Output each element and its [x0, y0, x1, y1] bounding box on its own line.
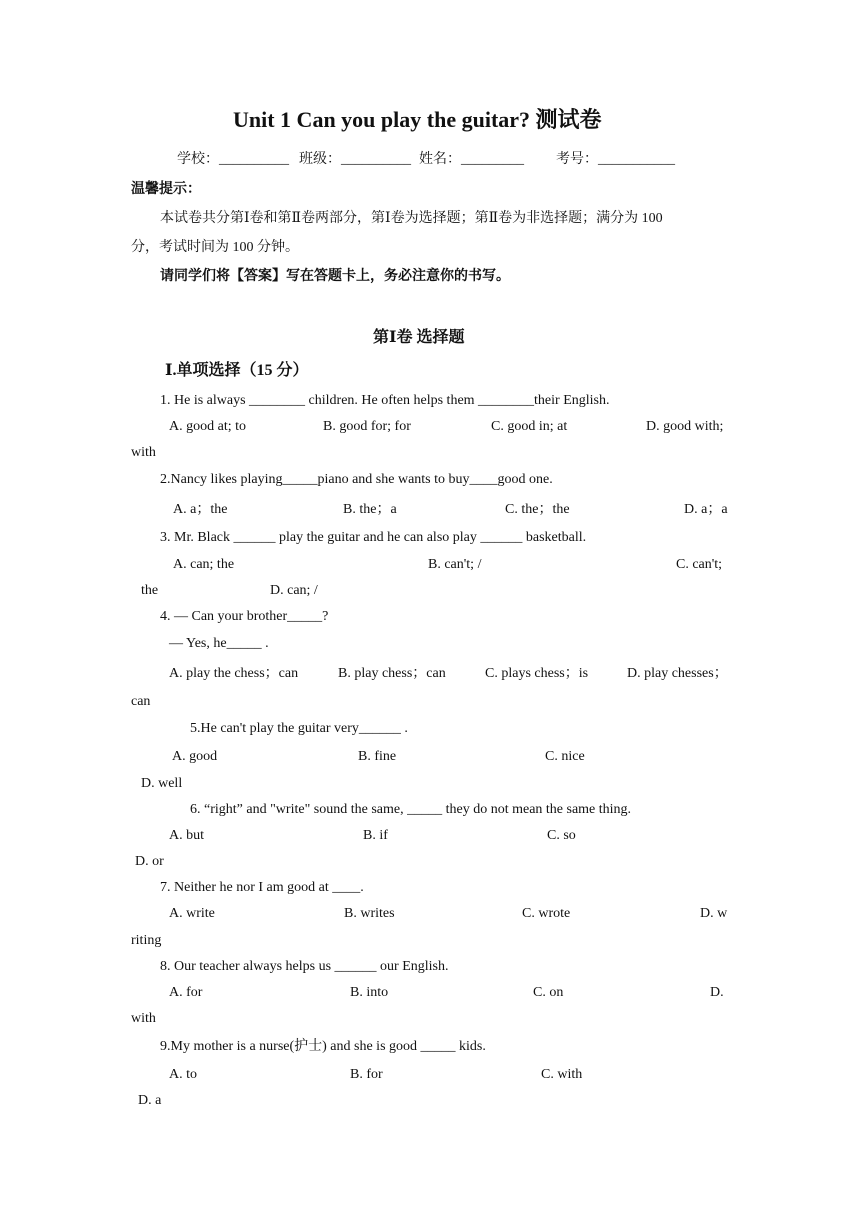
question-7-option-c: C. wrote	[522, 906, 571, 921]
question-4-option-b: B. play chess；can	[338, 666, 446, 681]
exam-number-field: 考号：___________	[556, 152, 675, 167]
question-7-stem: 7. Neither he nor I am good at ____.	[160, 880, 364, 895]
question-6-option-d: D. or	[135, 854, 164, 869]
question-1-stem: 1. He is always ________ children. He often helps them ________their English.	[160, 393, 610, 408]
question-8-option-d: D.	[710, 985, 724, 1000]
question-8-wrap: with	[131, 1011, 156, 1026]
question-2-option-a: A. a；the	[173, 502, 228, 517]
question-4-wrap: can	[131, 694, 151, 709]
question-2-option-b: B. the；a	[343, 502, 397, 517]
question-5-stem: 5.He can't play the guitar very______ .	[190, 721, 408, 736]
question-4-option-c: C. plays chess；is	[485, 666, 589, 681]
question-6-option-b: B. if	[363, 828, 388, 843]
question-1-option-c: C. good in; at	[491, 419, 568, 434]
question-2-option-d: D. a；a	[684, 502, 728, 517]
question-7-wrap: riting	[131, 933, 162, 948]
question-5-option-d: D. well	[141, 776, 183, 791]
question-9-stem: 9.My mother is a nurse(护士) and she is good _____ kids.	[160, 1039, 486, 1054]
question-3-option-b: B. can't; /	[428, 557, 482, 572]
question-4-option-d: D. play chesses；	[627, 666, 728, 681]
question-2-stem: 2.Nancy likes playing_____piano and she wants to buy____good one.	[160, 472, 553, 487]
question-3-wrap: the	[141, 583, 159, 598]
question-4-option-a: A. play the chess；can	[169, 666, 299, 681]
question-9-option-b: B. for	[350, 1067, 383, 1082]
question-9-option-a: A. to	[169, 1067, 197, 1082]
question-2-option-c: C. the；the	[505, 502, 570, 517]
question-3-stem: 3. Mr. Black ______ play the guitar and he can also play ______ basketball.	[160, 530, 587, 545]
question-7-option-b: B. writes	[344, 906, 395, 921]
page-title: Unit 1 Can you play the guitar? 测试卷	[233, 107, 602, 132]
question-5-option-c: C. nice	[545, 749, 585, 764]
question-1-option-a: A. good at; to	[169, 419, 246, 434]
question-1-option-d: D. good with;	[646, 419, 724, 434]
question-3-option-c: C. can't;	[676, 557, 723, 572]
question-1-wrap: with	[131, 445, 156, 460]
question-8-option-a: A. for	[169, 985, 203, 1000]
question-6-option-c: C. so	[547, 828, 576, 843]
question-1-option-b: B. good for; for	[323, 419, 411, 434]
question-4-stem-reply: — Yes, he_____ .	[169, 636, 269, 651]
question-5-option-b: B. fine	[358, 749, 397, 764]
question-9-option-c: C. with	[541, 1067, 583, 1082]
question-8-stem: 8. Our teacher always helps us ______ our English.	[160, 959, 449, 974]
question-8-option-b: B. into	[350, 985, 389, 1000]
school-field: 学校：__________	[177, 152, 289, 167]
tips-line-2: 分，考试时间为 100 分钟。	[131, 240, 299, 255]
part-title: 第Ⅰ卷 选择题	[373, 329, 465, 346]
question-7-option-a: A. write	[169, 906, 215, 921]
question-9-option-d: D. a	[138, 1093, 162, 1108]
class-field: 班级：__________	[299, 152, 411, 167]
name-field: 姓名：_________	[419, 152, 524, 167]
question-6-option-a: A. but	[169, 828, 204, 843]
answer-notice: 请同学们将【答案】写在答题卡上，务必注意你的书写。	[160, 269, 510, 284]
tips-line-1: 本试卷共分第Ⅰ卷和第Ⅱ卷两部分，第Ⅰ卷为选择题；第Ⅱ卷为非选择题；满分为 100	[160, 211, 663, 226]
tips-heading: 温馨提示：	[131, 182, 201, 197]
question-4-stem: 4. — Can your brother_____?	[160, 609, 329, 624]
question-3-option-d: D. can; /	[270, 583, 318, 598]
section-title: Ⅰ.单项选择（15 分）	[165, 362, 309, 379]
question-7-option-d: D. w	[700, 906, 728, 921]
question-8-option-c: C. on	[533, 985, 564, 1000]
question-3-option-a: A. can; the	[173, 557, 235, 572]
question-5-option-a: A. good	[172, 749, 218, 764]
question-6-stem: 6. “right” and "write" sound the same, _____ they do not mean the same thing.	[190, 802, 632, 817]
